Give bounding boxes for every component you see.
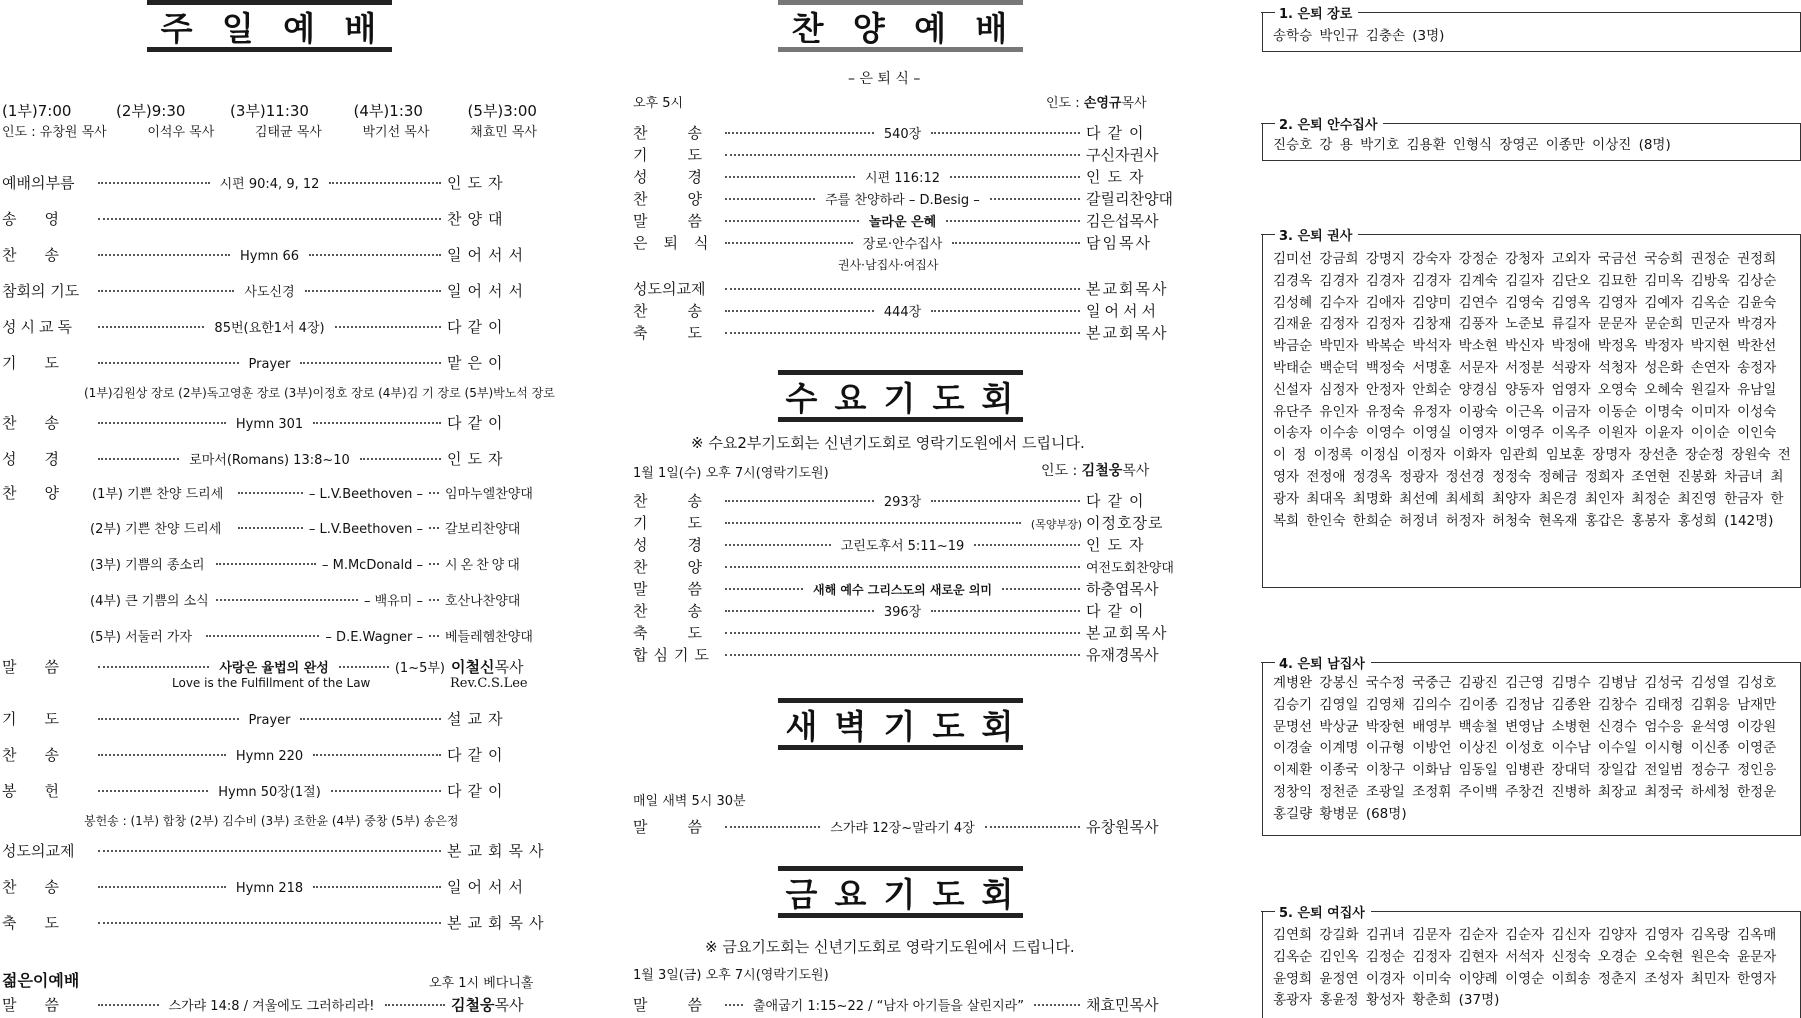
order-label: 찬양 xyxy=(633,558,742,576)
order-person: 본교회목사 xyxy=(447,842,550,860)
order-content: 장로·안수집사 xyxy=(862,237,943,252)
sermon-translator: Rev.C.S.Lee xyxy=(450,676,528,691)
order-person: 본교회목사 xyxy=(1086,624,1169,642)
order-person: 다같이 xyxy=(447,746,509,764)
order-row xyxy=(2,912,550,933)
heading-char: 요 xyxy=(834,874,869,914)
service-time: (1부)7:00 xyxy=(2,102,72,120)
order-label: 성경 xyxy=(633,536,742,554)
order-label: 말씀 xyxy=(2,996,87,1014)
order-content: 로마서(Romans) 13:8~10 xyxy=(189,453,350,468)
order-person: 일어서서 xyxy=(447,878,529,896)
heading-char: 벽 xyxy=(834,706,869,746)
order-person: 본교회목사 xyxy=(1086,280,1169,298)
order-label: 봉헌 xyxy=(2,782,87,800)
order-content: (목양부장) xyxy=(1030,518,1082,531)
anthem-title: (2부) 기쁜 찬양 드리세 xyxy=(90,522,222,537)
order-person: 다같이 xyxy=(1086,602,1151,620)
order-content: Hymn 66 xyxy=(239,249,300,264)
heading-char: 기 xyxy=(883,874,918,914)
retired-elders-list: 송학승 박인규 김충손 (3명) xyxy=(1273,28,1445,44)
order-label: 찬양 xyxy=(633,190,742,208)
order-label: 찬송 xyxy=(633,602,742,620)
order-row xyxy=(2,208,537,229)
order-row xyxy=(633,816,1170,837)
heading-char: 주 xyxy=(160,8,195,48)
order-row xyxy=(2,280,537,301)
order-person: 다같이 xyxy=(447,782,509,800)
wednesday-prayer-title xyxy=(778,370,1023,422)
order-label: 말씀 xyxy=(633,212,742,230)
order-label: 말씀 xyxy=(633,996,742,1014)
heading-char: 도 xyxy=(932,706,967,746)
anthem-choir: 시온찬양대 xyxy=(445,558,523,573)
order-label: 찬송 xyxy=(2,746,87,764)
heading-char: 도 xyxy=(932,378,967,418)
order-content: Prayer xyxy=(248,713,291,728)
order-content: 사도신경 xyxy=(244,285,295,300)
order-label: 찬송 xyxy=(2,878,87,896)
sunday-worship-title xyxy=(147,0,392,52)
order-content: 396장 xyxy=(883,605,922,620)
service-time: (5부)3:00 xyxy=(467,102,537,120)
anthem-composer: – L.V.Beethoven – xyxy=(308,522,423,537)
heading-char: 배 xyxy=(975,8,1010,48)
dawn-time: 매일 새벽 5시 30분 xyxy=(633,794,746,809)
order-content: 출애굽기 1:15~22 / “남자 아기들을 살린지라” xyxy=(753,999,1024,1014)
order-person: 찬양대 xyxy=(447,210,509,228)
anthem-composer: – M.McDonald – xyxy=(321,558,423,573)
order-content: 시편 116:12 xyxy=(865,171,940,186)
order-person: 하충엽목사 xyxy=(1086,580,1159,598)
order-person: 담임목사 xyxy=(1086,234,1152,252)
order-row xyxy=(2,412,537,433)
retired-male-deacons-box xyxy=(1262,657,1801,836)
anthem-choir: 갈보리찬양대 xyxy=(445,522,521,537)
heading-char: 예 xyxy=(914,8,949,48)
order-content: 시편 90:4, 9, 12 xyxy=(219,177,320,192)
heading-char: 예 xyxy=(283,8,318,48)
order-content: 새해 예수 그리스도의 새로운 의미 xyxy=(813,583,993,597)
retired-female-deacons-list: 김연희 강길화 김귀녀 김문자 김순자 김순자 김신자 김양자 김영자 김옥랑 김옥매 김옥순 김인옥 김정순 김정자 김현자 서석자 신정숙 오경순 오숙현 원은숙 윤문자 윤영희 윤정연 이경자 이미숙 이양례 이영순 이희송 정춘지 조성자 최민자 한영자 홍광자 홍윤정 황성자 황춘희 (37명) xyxy=(1273,927,1777,1009)
anthem-row xyxy=(90,590,537,609)
order-label: 참회의 기도 xyxy=(2,282,80,300)
order-content: 놀라운 은혜 xyxy=(868,215,937,230)
order-person: 일어서서 xyxy=(1086,302,1160,320)
order-row xyxy=(633,166,1170,187)
youth-preacher: 김철웅 xyxy=(451,996,495,1014)
order-row xyxy=(2,244,537,265)
wednesday-leader: 김철웅 xyxy=(1081,463,1123,479)
order-label: 찬송 xyxy=(633,124,742,142)
friday-date: 1월 3일(금) 오후 7시(영락기도원) xyxy=(633,968,829,983)
order-label: 은퇴식 xyxy=(633,234,725,252)
order-person: 인도자 xyxy=(1086,536,1151,554)
service-time: (2부)9:30 xyxy=(116,102,186,120)
sermon-title: 사랑은 율법의 완성 xyxy=(219,661,329,676)
order-content: Hymn 301 xyxy=(235,417,304,432)
anthem-composer: – D.E.Wagner – xyxy=(325,630,423,645)
order-person: 다같이 xyxy=(447,414,509,432)
order-row xyxy=(2,744,537,765)
order-content: 444장 xyxy=(883,305,922,320)
heading-char: 회 xyxy=(981,378,1016,418)
order-person: 인도자 xyxy=(1086,168,1151,186)
order-label: 기도 xyxy=(633,514,742,532)
order-person: 본교회목사 xyxy=(447,914,550,932)
retired-deacons-list: 진승호 강 용 박기호 김용환 인형식 장영곤 이종만 이상진 (8명) xyxy=(1273,137,1671,153)
youth-preacher-title: 목사 xyxy=(494,996,524,1014)
sermon-preacher-title: 목사 xyxy=(494,658,524,676)
order-label: 말씀 xyxy=(633,818,742,836)
order-content: Prayer xyxy=(248,357,291,372)
praise-worship-title xyxy=(778,0,1023,52)
youth-service-time: 오후 1시 베다니홀 xyxy=(429,976,534,991)
order-content: 고린도후서 5:11~19 xyxy=(840,539,965,554)
order-person: 일어서서 xyxy=(447,246,529,264)
order-content: 293장 xyxy=(883,495,922,510)
heading-char: 회 xyxy=(981,874,1016,914)
order-person: 김은섭목사 xyxy=(1086,212,1159,230)
service-preacher: 박기선 목사 xyxy=(362,125,430,140)
order-person: 여전도회찬양대 xyxy=(1086,561,1174,576)
order-label: 성경 xyxy=(2,450,87,468)
retired-male-deacons-list: 계병완 강봉신 국수정 국중근 김광진 김근영 김명수 김병남 김성국 김성열 김성호 김승기 김영일 김영채 김의수 김이종 김정남 김종완 김창수 김태정 김휘응 남재만 문명선 박상균 박장현 배영부 백송철 변영남 소병현 신경수 엄수응 윤석영 이강원 이경술 이계명 이규형 이방언 이상진 이성호 이수남 이수일 이시형 이신종 이영준 이제환 이종국 이창구 이화남 임동일 임병관 장대덕 장일갑 전일범 정승구 정인응 정창익 정천준 조광일 조정휘 주이백 주창건 진병하 최장교 최정국 하세청 한정운 홍길량 황병문 (68명) xyxy=(1273,675,1777,822)
retirement-ceremony-heading: – 은 퇴 식 – xyxy=(848,71,921,87)
anthem-title: (3부) 기쁨의 종소리 xyxy=(90,558,205,573)
order-row xyxy=(2,172,537,193)
anthem-choir: 호산나찬양대 xyxy=(445,594,521,609)
service-preacher: 이석우 목사 xyxy=(147,125,215,140)
heading-char: 찬 xyxy=(791,8,826,48)
wednesday-note: ※ 수요2부기도회는 신년기도회로 영락기도원에서 드립니다. xyxy=(691,434,1085,452)
order-row xyxy=(633,278,1170,299)
order-row xyxy=(633,188,1173,209)
order-person: 인도자 xyxy=(447,450,509,468)
retired-kwonsa-box xyxy=(1262,229,1801,588)
anthem-title: (5부) 서둘러 가자 xyxy=(90,630,193,645)
order-person: 다같이 xyxy=(1086,492,1151,510)
retired-female-deacons-title: 5. 은퇴 여집사 xyxy=(1275,902,1371,921)
order-person: 본교회목사 xyxy=(1086,324,1169,342)
service-time: (3부)11:30 xyxy=(230,102,309,120)
order-content: Hymn 218 xyxy=(235,881,304,896)
order-label: 축도 xyxy=(2,914,87,932)
praise-leader: 손영규 xyxy=(1083,96,1122,111)
order-row xyxy=(633,210,1170,231)
heading-char: 배 xyxy=(344,8,379,48)
anthem-row xyxy=(90,554,537,573)
friday-note: ※ 금요기도회는 신년기도회로 영락기도원에서 드립니다. xyxy=(705,938,1075,956)
retired-kwonsa-title: 3. 은퇴 권사 xyxy=(1275,225,1358,244)
retired-male-deacons-title: 4. 은퇴 남집사 xyxy=(1275,653,1371,672)
order-label: 합심기도 xyxy=(633,646,715,664)
heading-char: 회 xyxy=(981,706,1016,746)
order-row xyxy=(2,448,537,469)
anthem-title: (1부) 기쁜 찬양 드리세 xyxy=(92,487,224,502)
heading-char: 수 xyxy=(785,378,820,418)
sermon-preacher: 이철신 xyxy=(451,658,495,676)
order-row xyxy=(2,780,537,801)
anthem-row xyxy=(90,518,537,537)
retirement-ranks: 권사·남집사·여집사 xyxy=(838,258,939,272)
order-content: 540장 xyxy=(883,127,922,142)
order-person: 다같이 xyxy=(447,318,509,336)
heading-char: 기 xyxy=(883,706,918,746)
heading-char: 새 xyxy=(785,706,820,746)
youth-sermon-title: 스가랴 14:8 / 겨울에도 그러하리라! xyxy=(168,999,375,1014)
order-label: 찬양 xyxy=(2,484,87,502)
anthem-choir: 베들레헴찬양대 xyxy=(445,630,533,645)
order-label: 예배의부름 xyxy=(2,174,75,192)
sermon-row xyxy=(2,656,537,677)
order-label: 성도의교제 xyxy=(633,280,706,298)
anthem-choir: 임마누엘찬양대 xyxy=(445,487,533,502)
sermon-parts: (1~5부) xyxy=(394,661,445,676)
friday-prayer-title xyxy=(778,866,1023,918)
heading-char: 양 xyxy=(852,8,887,48)
order-person: 설교자 xyxy=(447,710,509,728)
order-person: 구신자권사 xyxy=(1086,146,1159,164)
heading-char: 금 xyxy=(785,874,820,914)
order-label: 찬송 xyxy=(633,302,742,320)
order-label: 축도 xyxy=(633,324,742,342)
anthem-composer: – 백유미 – xyxy=(364,594,423,609)
service-time: (4부)1:30 xyxy=(353,102,423,120)
service-preacher: 채효민 목사 xyxy=(470,125,537,140)
order-label: 말씀 xyxy=(2,658,87,676)
order-row xyxy=(633,600,1170,621)
order-row xyxy=(633,534,1170,555)
order-content: Hymn 220 xyxy=(235,749,304,764)
retired-kwonsa-list: 김미선 강금희 강명지 강숙자 강정순 강청자 고외자 국금선 국승희 권정순 권정희 김경옥 김경자 김경자 김경자 김계숙 김길자 김단오 김묘한 김미옥 김방욱 김상순 김성혜 김수자 김애자 김양미 김연수 김영숙 김영옥 김영자 김예자 김옥순 김윤숙 김재윤 김정자 김정자 김창재 김풍자 노준보 류길자 문문자 문순희 민군자 박경자 박금순 박민자 박복순 박석자 박소현 박신자 박정애 박정옥 박정자 박지현 박찬선 박태순 백순덕 백정숙 서명훈 서문자 서정분 석광자 석청자 성은화 손연자 송정자 신설자 심정자 안정자 안희순 양경심 양동자 엄영자 오영숙 오혜숙 원길자 유남일 유단주 유인자 유정숙 유정자 이광숙 이근옥 이금자 이동순 이명숙 이미자 이성숙 이송자 이수송 이영수 이영실 이영자 이영주 이옥주 이원자 이윤자 이이순 이인숙 이 정 이정록 이정심 이정자 이화자 임관희 임보훈 장명자 장선춘 장순정 장원숙 전영자 전정애 정경옥 정광자 정선경 정정숙 정혜금 정희자 조연현 진봉화 차금녀 최광자 최대옥 최명화 최선예 최세희 최양자 최은경 최인자 최정순 최진영 한금자 한복희 한인숙 한희순 허정녀 허정자 허청숙 현옥재 홍갑은 홍봉자 홍성희 (142명) xyxy=(1273,251,1791,529)
order-row xyxy=(633,144,1170,165)
retired-female-deacons-box xyxy=(1262,906,1801,1018)
retired-elders-box xyxy=(1262,7,1801,52)
heading-char: 요 xyxy=(834,378,869,418)
order-label: 기도 xyxy=(633,146,742,164)
order-label: 말씀 xyxy=(633,580,742,598)
order-row xyxy=(2,840,550,861)
order-label: 성도의교제 xyxy=(2,842,75,860)
praise-time: 오후 5시 xyxy=(633,96,684,111)
order-label: 성경 xyxy=(633,168,742,186)
order-content: 스가랴 12장~말라기 4장 xyxy=(830,821,975,836)
youth-service-title: 젊은이예배 xyxy=(2,971,80,990)
order-content: 85번(요한1서 4장) xyxy=(214,321,325,336)
order-content: Hymn 50장(1절) xyxy=(218,785,321,800)
order-label: 기도 xyxy=(2,710,87,728)
anthem-row xyxy=(2,482,537,503)
order-row xyxy=(633,644,1170,665)
heading-char: 일 xyxy=(221,8,256,48)
order-row xyxy=(633,490,1170,511)
order-label: 송영 xyxy=(2,210,87,228)
order-person: 일어서서 xyxy=(447,282,529,300)
service-preacher: 인도 : 유창원 목사 xyxy=(2,125,107,140)
heading-char: 기 xyxy=(883,378,918,418)
order-row xyxy=(633,122,1170,143)
sermon-english-title: Love is the Fulfillment of the Law xyxy=(172,676,371,690)
order-person: 이정호장로 xyxy=(1086,514,1164,532)
service-preachers xyxy=(2,121,537,140)
order-row xyxy=(2,876,537,897)
order-row xyxy=(633,556,1174,577)
order-person: 채효민목사 xyxy=(1086,996,1159,1014)
order-label: 축도 xyxy=(633,624,742,642)
retired-deacons-box xyxy=(1262,118,1801,161)
prayer-elders: (1부)김원상 장로 (2부)독고영훈 장로 (3부)이정호 장로 (4부)김 기 장로 (5부)박노석 장로 xyxy=(84,386,555,400)
order-person: 다같이 xyxy=(1086,124,1151,142)
order-person: 갈릴리찬양대 xyxy=(1086,190,1173,208)
anthem-composer: – L.V.Beethoven – xyxy=(308,487,423,502)
dawn-prayer-title xyxy=(778,698,1023,750)
anthem-title: (4부) 큰 기쁨의 소식 xyxy=(90,594,209,609)
service-preacher: 김태균 목사 xyxy=(254,125,322,140)
order-row xyxy=(2,708,537,729)
order-row xyxy=(2,316,537,337)
order-label: 찬송 xyxy=(633,492,742,510)
order-label: 찬송 xyxy=(2,246,87,264)
order-row xyxy=(633,578,1170,599)
order-row xyxy=(633,300,1170,321)
order-label: 찬송 xyxy=(2,414,87,432)
youth-sermon-row xyxy=(2,994,537,1015)
wednesday-date: 1월 1일(수) 오후 7시(영락기도원) xyxy=(633,466,829,481)
order-row xyxy=(633,994,1170,1015)
order-label: 기도 xyxy=(2,354,87,372)
order-row xyxy=(2,352,537,373)
offering-singers: 봉헌송 : (1부) 합창 (2부) 김수비 (3부) 조한윤 (4부) 중창 (5부) 송은정 xyxy=(84,814,459,828)
anthem-row xyxy=(90,626,537,645)
order-row xyxy=(633,512,1170,533)
order-label: 성시교독 xyxy=(2,318,76,336)
service-times xyxy=(2,100,537,121)
retired-deacons-title: 2. 은퇴 안수집사 xyxy=(1275,114,1383,133)
order-person: 맡은이 xyxy=(447,354,509,372)
order-content: 주를 찬양하라 – D.Besig – xyxy=(825,193,980,208)
retired-elders-title: 1. 은퇴 장로 xyxy=(1275,3,1358,22)
order-row xyxy=(633,232,1170,253)
order-person: 유창원목사 xyxy=(1086,818,1159,836)
order-person: 유재경목사 xyxy=(1086,646,1159,664)
order-person: 인도자 xyxy=(447,174,509,192)
order-row xyxy=(633,622,1170,643)
order-row xyxy=(633,322,1170,343)
heading-char: 도 xyxy=(932,874,967,914)
